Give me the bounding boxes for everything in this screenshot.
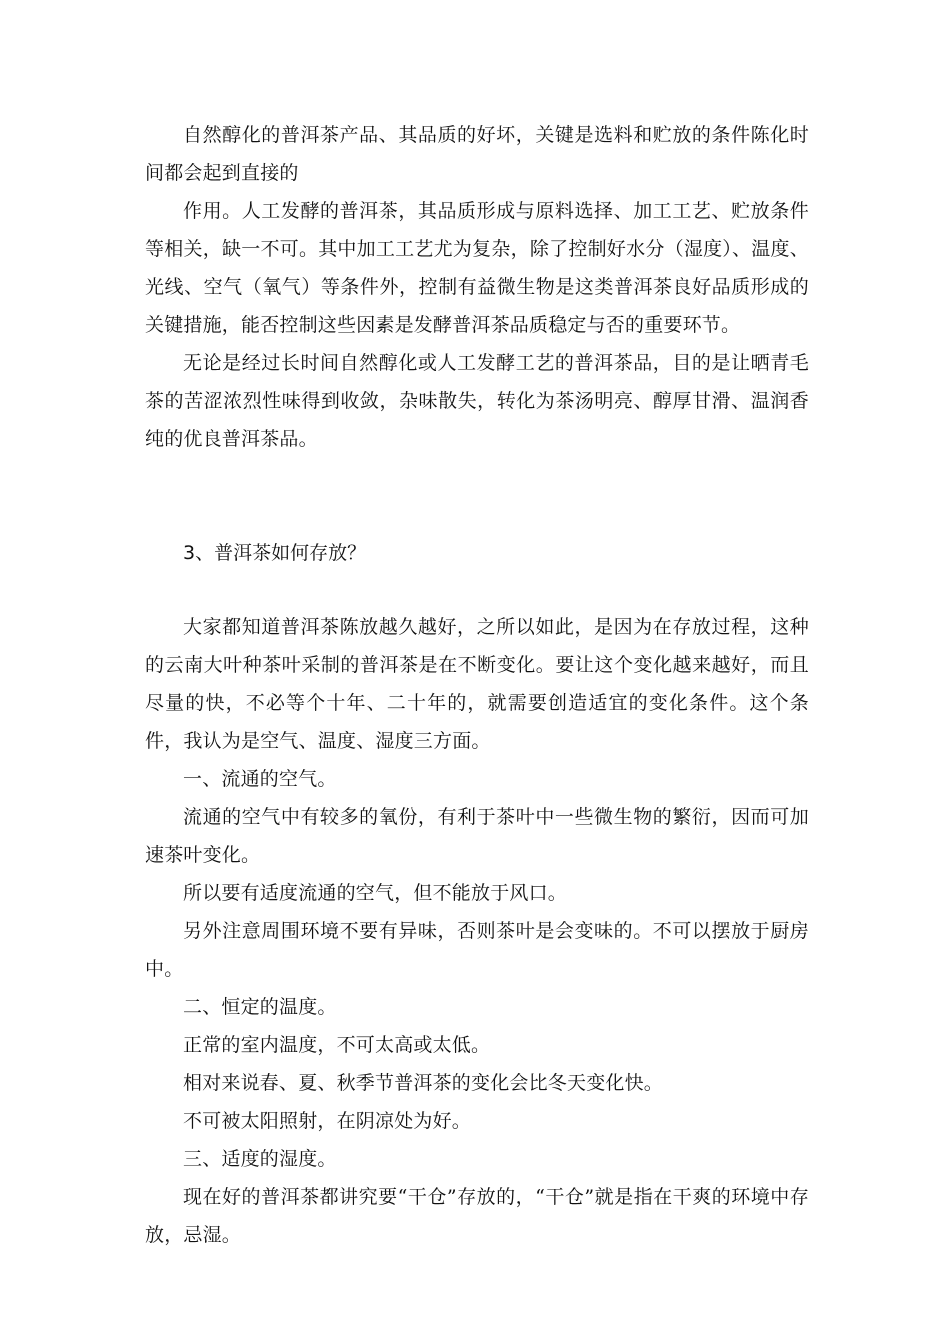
paragraph-air-ventilation: 所以要有适度流通的空气，但不能放于风口。 bbox=[183, 882, 568, 904]
heading-spacer bbox=[145, 572, 809, 608]
paragraph-air-oxygen: 流通的空气中有较多的氧份，有利于茶叶中一些微生物的繁衍，因而可加速茶叶变化。 bbox=[145, 806, 809, 866]
subheading-humidity: 三、适度的湿度。 bbox=[183, 1148, 337, 1170]
section-heading-storage: 3、普洱茶如何存放？ bbox=[183, 542, 367, 564]
paragraph-temperature-seasons: 相对来说春、夏、秋季节普洱茶的变化会比冬天变化快。 bbox=[183, 1072, 664, 1094]
paragraph-temperature-sunlight: 不可被太阳照射，在阴凉处为好。 bbox=[183, 1110, 472, 1132]
paragraph-natural-aging: 自然醇化的普洱茶产品、其品质的好坏，关键是选料和贮放的条件陈化时间都会起到直接的 bbox=[145, 124, 809, 184]
paragraph-temperature-room: 正常的室内温度，不可太高或太低。 bbox=[183, 1034, 491, 1056]
document-page bbox=[145, 116, 809, 1254]
paragraph-storage-intro: 大家都知道普洱茶陈放越久越好，之所以如此，是因为在存放过程，这种的云南大叶种茶叶采制的普洱茶是在不断变化。要让这个变化越来越好，而且尽量的快，不必等个十年、二十年的，就需要创造适宜的变化条件。这个条件，我认为是空气、温度、湿度三方面。 bbox=[145, 616, 809, 752]
subheading-air: 一、流通的空气。 bbox=[183, 768, 337, 790]
section-spacer bbox=[145, 458, 809, 534]
subheading-temperature: 二、恒定的温度。 bbox=[183, 996, 337, 1018]
paragraph-humidity-dry-storage: 现在好的普洱茶都讲究要“干仓”存放的，“干仓”就是指在干爽的环境中存放，忌湿。 bbox=[145, 1186, 809, 1246]
paragraph-purpose: 无论是经过长时间自然醇化或人工发酵工艺的普洱茶品，目的是让晒青毛茶的苦涩浓烈性味得到收敛，杂味散失，转化为茶汤明亮、醇厚甘滑、温润香纯的优良普洱茶品。 bbox=[145, 352, 809, 450]
paragraph-artificial-fermentation: 作用。人工发酵的普洱茶，其品质形成与原料选择、加工工艺、贮放条件等相关，缺一不可。其中加工工艺尤为复杂，除了控制好水分（湿度）、温度、光线、空气（氧气）等条件外，控制有益微生物是这类普洱茶良好品质形成的关键措施，能否控制这些因素是发酵普洱茶品质稳定与否的重要环节。 bbox=[145, 200, 809, 336]
paragraph-air-odor: 另外注意周围环境不要有异味，否则茶叶是会变味的。不可以摆放于厨房中。 bbox=[145, 920, 809, 980]
